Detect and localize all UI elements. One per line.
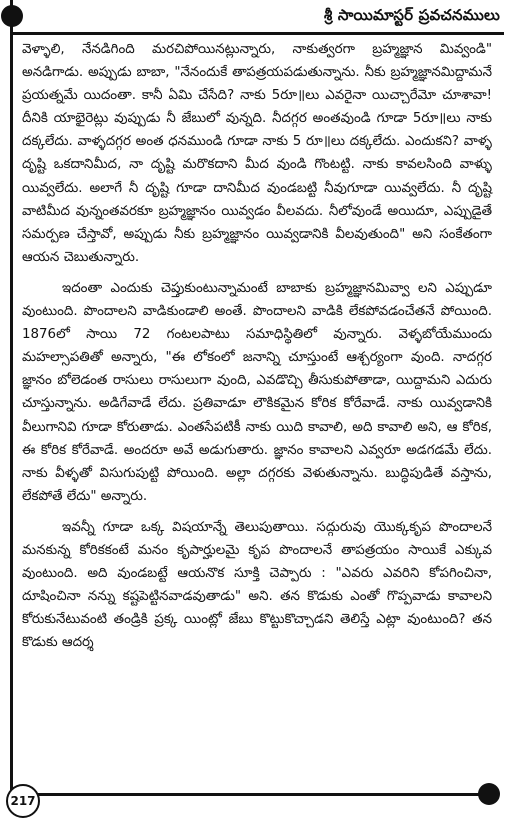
header-title: శ్రీ సాయిమాస్టర్ ప్రవచనములు — [323, 6, 500, 24]
paragraph-3: ఇవన్నీ గూడా ఒక్క విషయాన్నే తెలుపుతాయి. సద్గురువు యొక్కకృప పొందాలనే మనకున్న కోరికకంటే మనం కృపార్హులమై కృప పొందాలనే తాపత్రయం సాయికే ఎక్కువ వుంటుంది. అది వుండబట్టే ఆయనొక సూక్తి చెప్పారు : "ఎవరు ఎవరిని కోపగించినా, దూషించినా నన్ను కష్టపెట్టినవాడవుతాడు" అని. తన కొడుకు ఎంతో గొప్పవాడు కావాలని కోరుకునేటువంటి తండ్రికి ప్రక్క యింట్లో జేబు కొట్టుకొచ్చాడని తెలిస్తే ఎట్లా వుంటుంది? తన కొడుకు ఆదర్శ — [22, 519, 492, 651]
decorative-dot-bottom — [478, 783, 500, 805]
running-header — [10, 2, 504, 32]
body-text — [22, 38, 492, 662]
left-margin-rule — [10, 0, 13, 800]
header-rule — [10, 32, 504, 35]
footer-rule — [10, 793, 490, 796]
page-number-text: 217 — [10, 794, 36, 808]
paragraph-1: వెళ్ళాలి, నేనడిగింది మరచిపోయినట్లున్నారు, నాకుత్వరగా బ్రహ్మజ్ఞాన మివ్వండి" అనడిగాడు. అప్పుడు బాబా, "నేనందుకే తాపత్రయపడుతున్నాను. నీకు బ్రహ్మజ్ఞానమిద్దామనే ప్రయత్నమే యిదంతా. కానీ ఏమి చేసేది? నాకు 5రూ॥లు ఎవరైనా యిచ్చారేమో చూశావా! దీనికి యాభైరెట్లు వుప్పుడు నీ జేబులో వున్నది. నీదగ్గర అంతవుండి గూడా 5రూ॥లు నాకు దక్కలేదు. వాళ్ళదగ్గర అంత ధనముండి గూడా నాకు 5 రూ॥లు దక్కలేదు. ఎందుకని? వాళ్ళ దృష్టి ఒకదానిమీద, నా దృష్టి మరొకదాని మీద వుండి గొంటట్టి. నాకు కావలసింది వాళ్ళు యివ్వలేదు. అలాగే నీ దృష్టి గూడా దానిమీద వుండబట్టి నీవుగూడా యివ్వలేదు. నీ దృష్టి వాటిమీద వున్నంతవరకూ బ్రహ్మజ్ఞానం యివ్వడం వీలవదు. నీలోవుండే అయిదూ, ఎప్పుడైతే సమర్పణ చేస్తావో, అప్పుడు నీకు బ్రహ్మజ్ఞానం యివ్వడానికి వీలవుతుంది" అని సంకేతంగా ఆయన చెబుతున్నారు. — [22, 42, 492, 265]
page-number — [6, 784, 40, 818]
paragraph-2: ఇదంతా ఎందుకు చెప్తుకుంటున్నామంటే బాబాకు బ్రహ్మజ్ఞానమివ్వా లని ఎప్పుడూ వుంటుంది. పొందాలని వాడికుండాలి అంతే. పొందాలని వాడికి లేకపోవడంచేతనే పోయింది. 1876లో సాయి 72 గంటలపాటు సమాధిస్థితిలో వున్నారు. వెళ్ళబోయేముందు మహల్సాపతితో అన్నారు, "ఈ లోకంలో జనాన్ని చూస్తుంటే ఆశ్చర్యంగా వుంది. నాదగ్గర జ్ఞానం బోలెడంత రాసులు రాసులుగా వుంది, ఎవడొచ్చి తీసుకుపోతాడా, యిద్దామని ఎదురు చూస్తున్నాను. అడిగేవాడే లేదు. ప్రతివాడూ లౌకికమైన కోరిక కోరేవాడే. నాకు యివ్వడానికి వీలుగానివి గూడా కోరుతాడు. ఎంతసేపటికీ నాకు యిది కావాలి, అది కావాలి అని, ఆ కోరిక, ఈ కోరిక కోరేవాడే. అందరూ అవే అడుగుతారు. జ్ఞానం కావాలని ఎవ్వరూ అడగడమే లేదు. నాకు వీళ్ళతో విసుగుపుట్టి పోయింది. అల్లా దగ్గరకు వెళుతున్నాను. బుద్ధిపుడితే వస్తాను, లేకపోతే లేదు" అన్నారు. — [22, 280, 492, 504]
